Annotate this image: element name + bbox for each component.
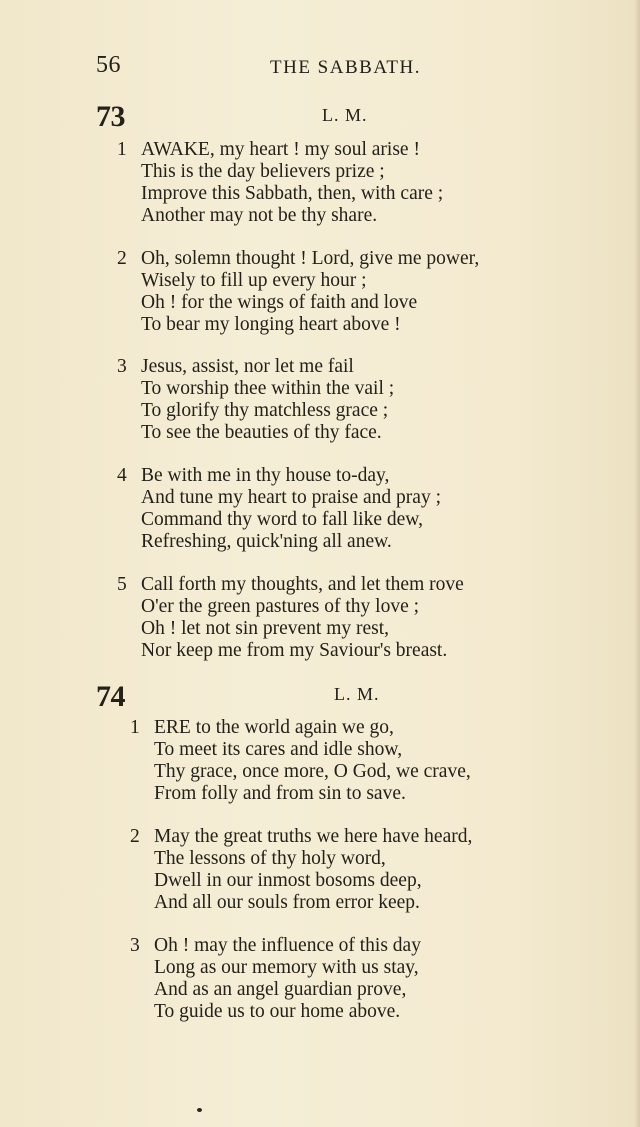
stanza-line: Long as our memory with us stay, bbox=[154, 957, 419, 978]
stanza bbox=[117, 574, 464, 662]
stanza-line: And all our souls from error keep. bbox=[154, 892, 420, 913]
stanza-line: Dwell in our inmost bosoms deep, bbox=[154, 870, 422, 891]
stanza-line: 1 AWAKE, my heart ! my soul arise ! bbox=[117, 139, 420, 160]
stanza-line: Command thy word to fall like dew, bbox=[141, 509, 423, 530]
stanza-line: Refreshing, quick'ning all anew. bbox=[141, 531, 392, 552]
stanza-line: O'er the green pastures of thy love ; bbox=[141, 596, 420, 617]
stanza-number: 4 bbox=[117, 465, 127, 486]
stanza-line: And as an angel guardian prove, bbox=[154, 979, 407, 1000]
stanza-line: This is the day believers prize ; bbox=[141, 161, 385, 182]
stanza-line: To glorify thy matchless grace ; bbox=[141, 400, 389, 421]
running-title: THE SABBATH. bbox=[270, 57, 422, 78]
stanza-number: 2 bbox=[130, 826, 140, 847]
stanza-number: 3 bbox=[130, 935, 140, 956]
stanza-line: Wisely to fill up every hour ; bbox=[141, 270, 367, 291]
stanza bbox=[117, 465, 441, 553]
stanza-line: 5 Call forth my thoughts, and let them rove bbox=[117, 574, 464, 595]
stanza bbox=[130, 717, 471, 805]
stanza-line: Oh ! let not sin prevent my rest, bbox=[141, 618, 390, 639]
stanza-line: Another may not be thy share. bbox=[141, 205, 378, 226]
stanza-line: Thy grace, once more, O God, we crave, bbox=[154, 761, 471, 782]
stanza-number: 3 bbox=[117, 356, 127, 377]
stanza-line: 2 May the great truths we here have heard, bbox=[130, 826, 473, 847]
stanza-line: 3 Oh ! may the influence of this day bbox=[130, 935, 421, 956]
hymn-number: 73 bbox=[96, 100, 125, 133]
hymn-meter: L. M. bbox=[334, 684, 380, 704]
stanza-line: To worship thee within the vail ; bbox=[141, 378, 395, 399]
stanza-number: 2 bbox=[117, 248, 127, 269]
stanza bbox=[117, 356, 395, 444]
stanza bbox=[117, 139, 444, 227]
stanza-line: From folly and from sin to save. bbox=[154, 783, 406, 804]
page-edge-shadow bbox=[634, 0, 640, 1127]
stanza-line: The lessons of thy holy word, bbox=[154, 848, 386, 869]
stanza-line: Nor keep me from my Saviour's breast. bbox=[141, 640, 448, 661]
stanza-number: 5 bbox=[117, 574, 127, 595]
stanza-number: 1 bbox=[117, 139, 127, 160]
stanza-number: 1 bbox=[130, 717, 140, 738]
stanza bbox=[130, 935, 421, 1023]
page-number: 56 bbox=[96, 52, 121, 78]
stanza-line: To bear my longing heart above ! bbox=[141, 314, 401, 335]
stanza-line: To guide us to our home above. bbox=[154, 1001, 401, 1022]
stanza bbox=[130, 826, 473, 914]
stanza-line: And tune my heart to praise and pray ; bbox=[141, 487, 441, 508]
stanza bbox=[117, 248, 480, 336]
hymn-number: 74 bbox=[96, 680, 125, 713]
stanza-line: To see the beauties of thy face. bbox=[141, 422, 382, 443]
stanza-line: 2 Oh, solemn thought ! Lord, give me power, bbox=[117, 248, 480, 269]
stanza-line: 1 ERE to the world again we go, bbox=[130, 717, 394, 738]
stanza-line: Oh ! for the wings of faith and love bbox=[141, 292, 418, 313]
stanza-line: 3 Jesus, assist, nor let me fail bbox=[117, 356, 354, 377]
hymn-meter: L. M. bbox=[322, 105, 368, 125]
stanza-line: Improve this Sabbath, then, with care ; bbox=[141, 183, 444, 204]
stanza-line: 4 Be with me in thy house to-day, bbox=[117, 465, 390, 486]
stanza-line: To meet its cares and idle show, bbox=[154, 739, 403, 760]
ink-speck bbox=[197, 1108, 202, 1112]
